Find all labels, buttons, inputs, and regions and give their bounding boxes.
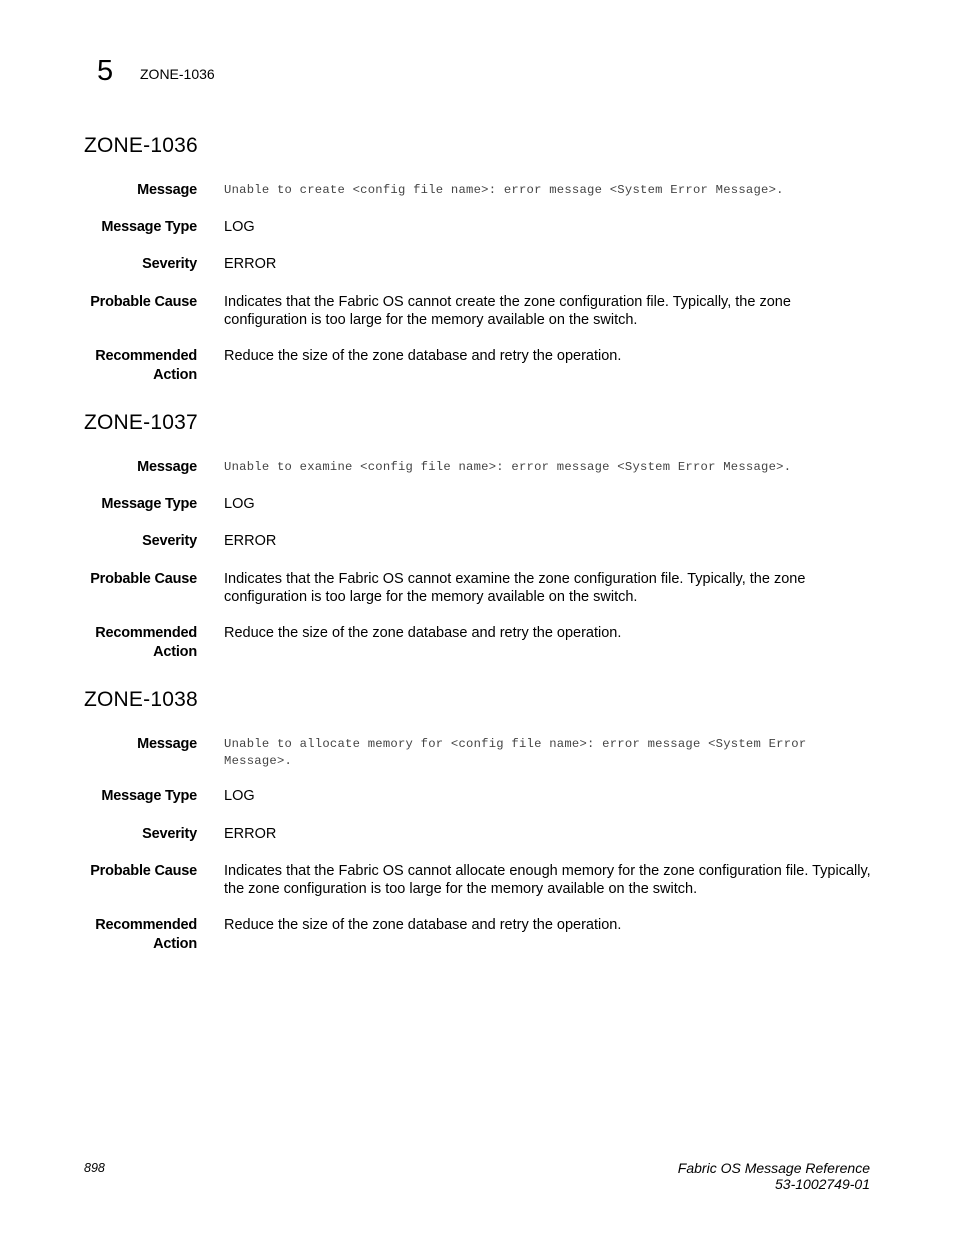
message-type-value: LOG xyxy=(224,496,255,512)
recommended-action-text: Reduce the size of the zone database and retry the operation. xyxy=(224,348,622,364)
footer-doc-number: 53-1002749-01 xyxy=(775,1176,870,1192)
section-title: ZONE-1036 xyxy=(84,134,198,157)
message-label: Message xyxy=(137,459,197,475)
footer-doc-info xyxy=(678,1160,870,1192)
probable-cause-label: Probable Cause xyxy=(90,294,197,310)
severity-value: ERROR xyxy=(224,256,277,272)
recommended-label-line1: Recommended xyxy=(95,917,197,933)
severity-label: Severity xyxy=(142,533,197,549)
probable-cause-label: Probable Cause xyxy=(90,863,197,879)
section-title: ZONE-1037 xyxy=(84,411,198,434)
probable-cause-label: Probable Cause xyxy=(90,571,197,587)
probable-cause-text: Indicates that the Fabric OS cannot create the zone configuration file. Typically, the zone configuration is too large for the memory available on the switch. xyxy=(224,294,791,328)
message-text: Unable to examine <config file name>: error message <System Error Message>. xyxy=(224,460,792,474)
recommended-label-line1: Recommended xyxy=(95,348,197,364)
severity-label: Severity xyxy=(142,256,197,272)
probable-cause-text: Indicates that the Fabric OS cannot examine the zone configuration file. Typically, the zone configuration is too large for the memory available on the switch. xyxy=(224,571,806,605)
chapter-number: 5 xyxy=(97,55,114,87)
recommended-action-text: Reduce the size of the zone database and retry the operation. xyxy=(224,625,622,641)
message-type-value: LOG xyxy=(224,219,255,235)
severity-value: ERROR xyxy=(224,533,277,549)
message-text: Unable to allocate memory for <config file name>: error message <System Error Message>. xyxy=(224,737,807,768)
probable-cause-text: Indicates that the Fabric OS cannot allocate enough memory for the zone configuration file. Typically, the zone configuration is too large for the memory available on the switch. xyxy=(224,863,871,897)
page-number: 898 xyxy=(84,1161,105,1175)
recommended-action-label xyxy=(47,347,197,385)
recommended-label-line2: Action xyxy=(153,367,197,383)
message-type-label: Message Type xyxy=(101,219,197,235)
recommended-action-label xyxy=(47,624,197,662)
recommended-label-line2: Action xyxy=(153,644,197,660)
running-head: ZONE-1036 xyxy=(140,66,215,82)
message-text: Unable to create <config file name>: error message <System Error Message>. xyxy=(224,183,784,197)
recommended-label-line1: Recommended xyxy=(95,625,197,641)
recommended-action-label xyxy=(47,916,197,954)
footer-doc-title: Fabric OS Message Reference xyxy=(677,1160,870,1176)
severity-label: Severity xyxy=(142,826,197,842)
severity-value: ERROR xyxy=(224,826,277,842)
message-type-label: Message Type xyxy=(101,496,197,512)
recommended-label-line2: Action xyxy=(153,936,197,952)
message-type-value: LOG xyxy=(224,788,255,804)
recommended-action-text: Reduce the size of the zone database and retry the operation. xyxy=(224,917,622,933)
message-label: Message xyxy=(137,736,197,752)
message-type-label: Message Type xyxy=(101,788,197,804)
message-label: Message xyxy=(137,182,197,198)
section-title: ZONE-1038 xyxy=(84,688,198,711)
